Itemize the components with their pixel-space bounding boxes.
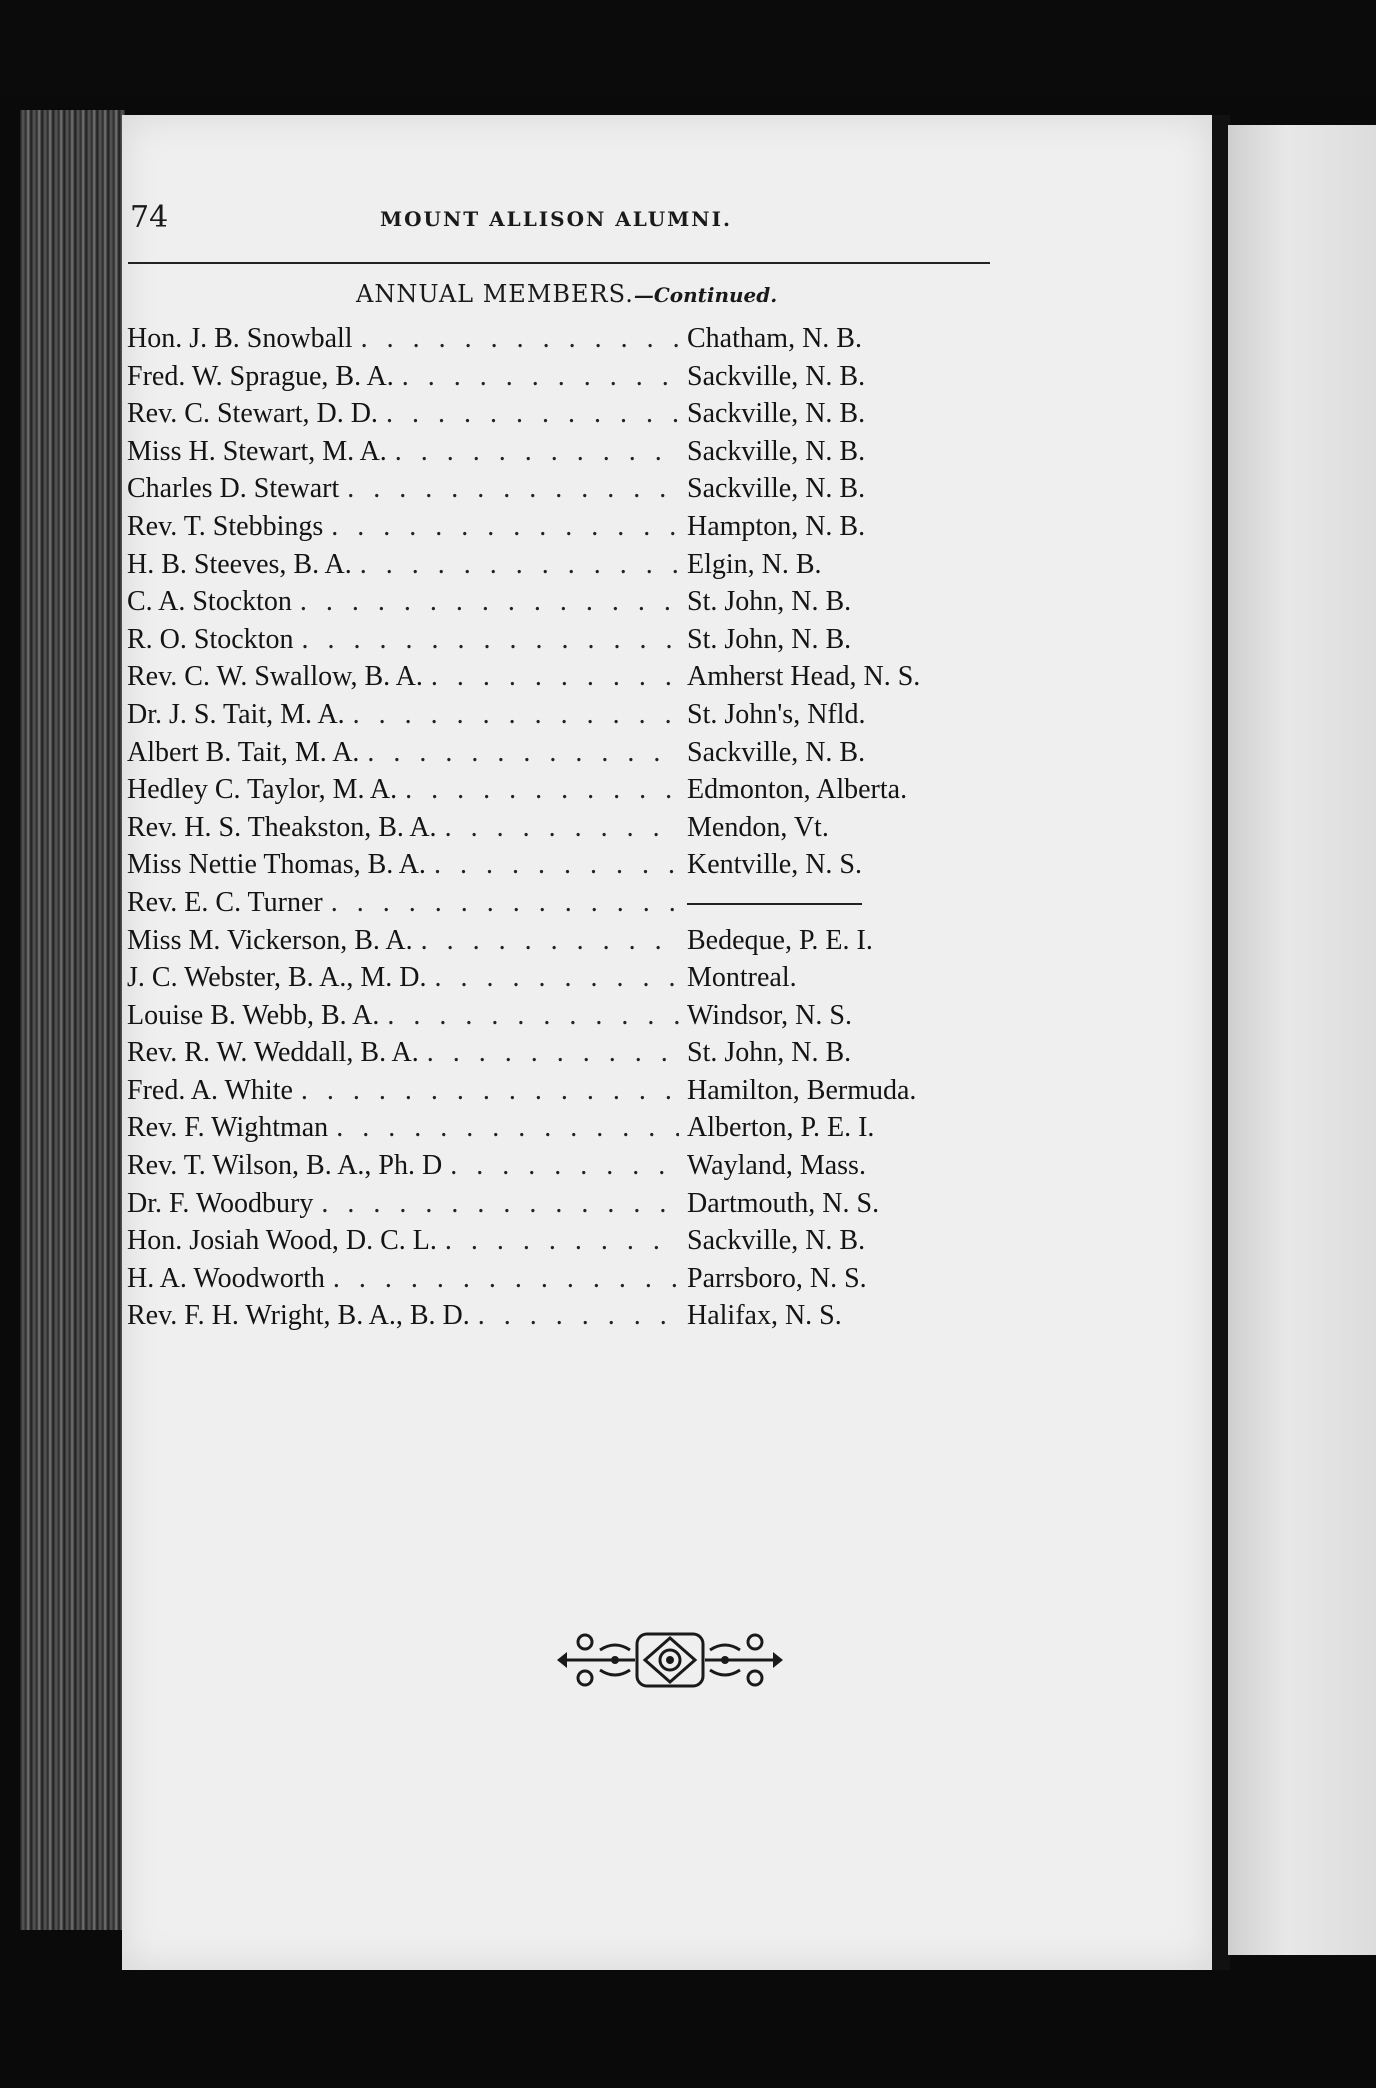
member-name: Miss M. Vickerson, B. A. xyxy=(127,924,413,956)
member-entry xyxy=(127,1260,967,1298)
running-head: MOUNT ALLISON ALUMNI. xyxy=(380,207,732,231)
member-entry xyxy=(127,1072,967,1110)
dot-leader xyxy=(301,1072,679,1110)
member-place: St. John, N. B. xyxy=(687,623,852,655)
member-name: Rev. F. H. Wright, B. A., B. D. xyxy=(127,1300,470,1332)
member-name: Charles D. Stewart xyxy=(127,473,340,505)
member-name: Fred. W. Sprague, B. A. xyxy=(127,360,394,392)
dot-leader xyxy=(434,959,679,997)
member-place: Windsor, N. S. xyxy=(687,999,852,1031)
member-entry xyxy=(127,696,967,734)
printer-ornament xyxy=(555,1620,785,1700)
member-entry xyxy=(127,1147,967,1185)
member-entry xyxy=(127,658,967,696)
member-place: Sackville, N. B. xyxy=(687,1225,866,1257)
dot-leader xyxy=(421,922,679,960)
dot-leader xyxy=(321,1185,679,1223)
member-entry xyxy=(127,1222,967,1260)
member-name: R. O. Stockton xyxy=(127,623,294,655)
member-place: Halifax, N. S. xyxy=(687,1300,842,1332)
member-entry xyxy=(127,846,967,884)
member-entry xyxy=(127,320,967,358)
member-name: C. A. Stockton xyxy=(127,586,292,618)
member-entry xyxy=(127,1109,967,1147)
member-name: H. B. Steeves, B. A. xyxy=(127,548,352,580)
dot-leader xyxy=(353,696,679,734)
member-entry xyxy=(127,734,967,772)
scan-border-top xyxy=(0,0,1376,95)
member-name: J. C. Webster, B. A., M. D. xyxy=(127,962,427,994)
header-rule xyxy=(128,262,990,264)
member-entry xyxy=(127,1034,967,1072)
member-name: Louise B. Webb, B. A. xyxy=(127,999,380,1031)
member-place: Sackville, N. B. xyxy=(687,435,866,467)
member-place: Parrsboro, N. S. xyxy=(687,1262,867,1294)
member-name: Dr. J. S. Tait, M. A. xyxy=(127,698,345,730)
dot-leader xyxy=(445,809,679,847)
member-place: Sackville, N. B. xyxy=(687,398,866,430)
dot-leader xyxy=(405,771,679,809)
member-place: Hamilton, Bermuda. xyxy=(687,1074,917,1106)
dot-leader xyxy=(300,583,679,621)
member-place: Kentville, N. S. xyxy=(687,849,862,881)
dot-leader xyxy=(333,1260,679,1298)
member-entry xyxy=(127,997,967,1035)
dot-leader xyxy=(360,546,679,584)
member-entry xyxy=(127,922,967,960)
dot-leader xyxy=(336,1109,679,1147)
dot-leader xyxy=(331,884,679,922)
member-place: St. John, N. B. xyxy=(687,1037,852,1069)
member-name: Rev. T. Wilson, B. A., Ph. D xyxy=(127,1150,443,1182)
dot-leader xyxy=(395,433,679,471)
member-entry xyxy=(127,546,967,584)
dot-leader xyxy=(402,358,679,396)
member-entry xyxy=(127,959,967,997)
member-place: Hampton, N. B. xyxy=(687,510,866,542)
member-name: Dr. F. Woodbury xyxy=(127,1187,314,1219)
member-list xyxy=(127,320,967,1335)
member-place: St. John, N. B. xyxy=(687,586,852,618)
member-name: Miss H. Stewart, M. A. xyxy=(127,435,387,467)
member-place: Sackville, N. B. xyxy=(687,736,866,768)
member-name: Rev. E. C. Turner xyxy=(127,886,323,918)
member-entry xyxy=(127,771,967,809)
member-name: Rev. C. Stewart, D. D. xyxy=(127,398,378,430)
member-place: Bedeque, P. E. I. xyxy=(687,924,873,956)
member-entry xyxy=(127,508,967,546)
member-place: Chatham, N. B. xyxy=(687,323,862,354)
member-entry xyxy=(127,470,967,508)
dot-leader xyxy=(367,734,679,772)
dot-leader xyxy=(431,658,679,696)
member-name: Hedley C. Taylor, M. A. xyxy=(127,774,398,806)
book-page-edges xyxy=(20,110,125,1930)
member-entry xyxy=(127,809,967,847)
dot-leader xyxy=(361,320,679,358)
member-entry xyxy=(127,395,967,433)
member-place: Dartmouth, N. S. xyxy=(687,1187,880,1219)
member-name: Rev. H. S. Theakston, B. A. xyxy=(127,811,437,843)
member-place: Edmonton, Alberta. xyxy=(687,774,908,806)
member-name: Hon. Josiah Wood, D. C. L. xyxy=(127,1225,437,1257)
dot-leader xyxy=(386,395,679,433)
member-entry xyxy=(127,583,967,621)
dot-leader xyxy=(331,508,679,546)
member-place: Mendon, Vt. xyxy=(687,811,829,843)
dot-leader xyxy=(427,1034,679,1072)
member-name: Miss Nettie Thomas, B. A. xyxy=(127,849,426,881)
member-entry xyxy=(127,433,967,471)
member-place: Amherst Head, N. S. xyxy=(687,661,921,693)
member-name: Rev. F. Wightman xyxy=(127,1112,329,1144)
member-entry xyxy=(127,621,967,659)
member-place: Sackville, N. B. xyxy=(687,473,866,505)
member-place: Sackville, N. B. xyxy=(687,360,866,392)
member-name: Rev. C. W. Swallow, B. A. xyxy=(127,661,423,693)
member-entry xyxy=(127,884,967,922)
section-heading xyxy=(356,280,777,308)
member-name: Albert B. Tait, M. A. xyxy=(127,736,360,768)
member-place xyxy=(687,884,967,922)
member-place: Elgin, N. B. xyxy=(687,548,822,580)
member-entry xyxy=(127,1297,967,1335)
dot-leader xyxy=(478,1297,679,1335)
member-place: Alberton, P. E. I. xyxy=(687,1112,875,1144)
member-name: Hon. J. B. Snowball xyxy=(127,323,353,354)
member-name: Fred. A. White xyxy=(127,1074,293,1106)
dot-leader xyxy=(301,621,679,659)
member-entry xyxy=(127,1185,967,1223)
section-continued: —Continued. xyxy=(633,283,778,307)
dot-leader xyxy=(387,997,679,1035)
dot-leader xyxy=(445,1222,679,1260)
page-number: 74 xyxy=(130,200,169,235)
dot-leader xyxy=(347,470,679,508)
member-place: Montreal. xyxy=(687,962,797,994)
facing-page-edge xyxy=(1228,125,1376,1955)
section-title: ANNUAL MEMBERS. xyxy=(356,280,634,308)
member-entry xyxy=(127,358,967,396)
member-place: Wayland, Mass. xyxy=(687,1150,866,1182)
member-name: Rev. T. Stebbings xyxy=(127,510,324,542)
dot-leader xyxy=(450,1147,679,1185)
member-name: H. A. Woodworth xyxy=(127,1262,325,1294)
member-name: Rev. R. W. Weddall, B. A. xyxy=(127,1037,419,1069)
dot-leader xyxy=(434,846,679,884)
member-place: St. John's, Nfld. xyxy=(687,698,866,730)
